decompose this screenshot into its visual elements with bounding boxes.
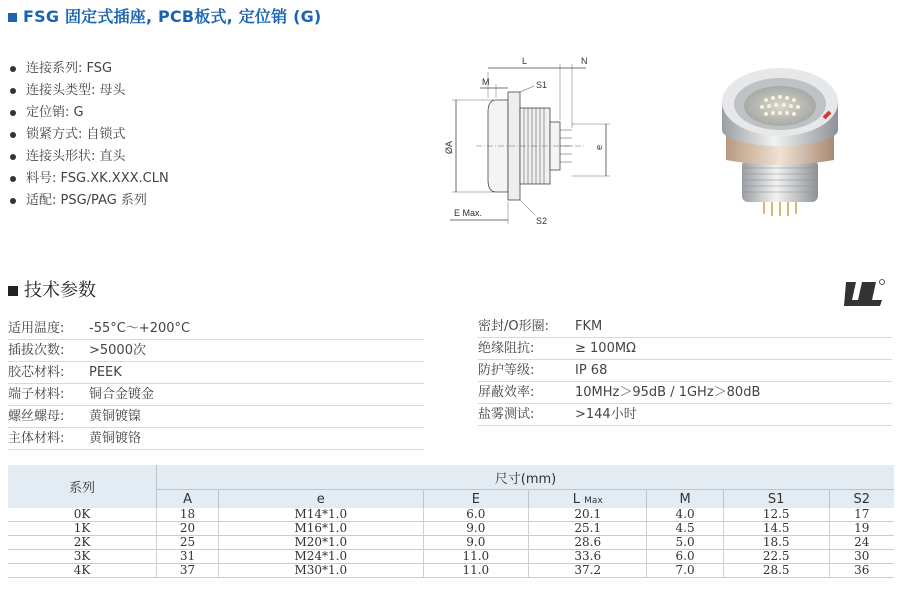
table-row xyxy=(8,536,894,550)
dimension-cell: M16*1.0 xyxy=(219,522,423,536)
feature-item xyxy=(10,80,169,102)
spec-value: ≥ 100MΩ xyxy=(575,341,636,356)
spec-value: 黄铜镀镍 xyxy=(89,409,142,424)
spec-row xyxy=(8,406,424,428)
dimension-cell: 11.0 xyxy=(423,564,529,578)
bullet-icon xyxy=(10,66,16,72)
feature-text: 锁紧方式: 自锁式 xyxy=(26,127,126,142)
dimension-cell: 22.5 xyxy=(723,550,829,564)
spec-row xyxy=(478,316,892,338)
dimension-cell: M20*1.0 xyxy=(219,536,423,550)
dimension-cell: 17 xyxy=(829,508,894,522)
spec-label: 插拔次数: xyxy=(8,343,65,358)
dimension-cell: M14*1.0 xyxy=(219,508,423,522)
spec-value: >5000次 xyxy=(89,343,146,358)
spec-label: 适用温度: xyxy=(8,321,65,336)
spec-value: PEEK xyxy=(89,365,122,380)
dimension-cell: 30 xyxy=(829,550,894,564)
dimension-cell: 18 xyxy=(157,508,219,522)
column-header: L Max xyxy=(529,490,647,509)
spec-row xyxy=(478,338,892,360)
dimension-cell: 25.1 xyxy=(529,522,647,536)
feature-item xyxy=(10,146,169,168)
column-header: M xyxy=(647,490,724,509)
spec-row xyxy=(8,340,424,362)
title-square-icon xyxy=(8,13,17,22)
dimension-cell: 19 xyxy=(829,522,894,536)
series-cell: 2K xyxy=(73,535,91,549)
dimension-cell: 37 xyxy=(157,564,219,578)
dimension-cell: 11.0 xyxy=(423,550,529,564)
bullet-icon xyxy=(10,110,16,116)
spec-row xyxy=(478,360,892,382)
feature-text: 定位销: G xyxy=(26,105,84,120)
dimension-cell: 9.0 xyxy=(423,522,529,536)
spec-row xyxy=(8,428,424,450)
bullet-icon xyxy=(10,154,16,160)
bullet-icon xyxy=(10,176,16,182)
column-header: E xyxy=(423,490,529,509)
bullet-icon xyxy=(10,88,16,94)
spec-value: >144小时 xyxy=(575,407,637,422)
spec-row xyxy=(8,384,424,406)
feature-text: 连接头形状: 直头 xyxy=(26,149,126,164)
dimension-cell: 7.0 xyxy=(647,564,724,578)
spec-value: -55°C～+200°C xyxy=(89,321,191,336)
feature-text: 连接系列: FSG xyxy=(26,61,113,76)
spec-label: 密封/O形圈: xyxy=(478,319,549,334)
label-S2: S2 xyxy=(536,216,548,226)
series-cell: 3K xyxy=(73,549,91,563)
spec-value: 10MHz＞95dB / 1GHz＞80dB xyxy=(575,385,761,400)
label-e: e xyxy=(594,144,604,150)
spec-value: 铜合金镀金 xyxy=(89,387,155,402)
feature-text: 料号: FSG.XK.XXX.CLN xyxy=(26,171,169,186)
series-cell: 0K xyxy=(73,507,91,521)
dimension-cell: 4.5 xyxy=(647,522,724,536)
feature-item xyxy=(10,168,169,190)
table-row xyxy=(8,550,894,564)
dimension-cell: 37.2 xyxy=(529,564,647,578)
connector-photo xyxy=(700,60,860,220)
table-row xyxy=(8,522,894,536)
column-header: S2 xyxy=(829,490,894,509)
dimension-cell: 12.5 xyxy=(723,508,829,522)
spec-label: 盐雾测试: xyxy=(478,407,535,422)
spec-label: 屏蔽效率: xyxy=(478,385,535,400)
spec-row xyxy=(478,382,892,404)
feature-item xyxy=(10,58,169,80)
dimension-cell: M24*1.0 xyxy=(219,550,423,564)
section-square-icon xyxy=(8,286,18,296)
column-header: A xyxy=(157,490,219,509)
dimension-cell: M30*1.0 xyxy=(219,564,423,578)
bullet-icon xyxy=(10,198,16,204)
spec-label: 端子材料: xyxy=(8,387,65,402)
dimension-cell: 14.5 xyxy=(723,522,829,536)
feature-text: 连接头类型: 母头 xyxy=(26,83,126,98)
dimension-cell: 18.5 xyxy=(723,536,829,550)
table-row xyxy=(8,564,894,578)
spec-list-left xyxy=(8,318,424,450)
spec-value: 黄铜镀铬 xyxy=(89,431,142,446)
dimension-cell: 28.6 xyxy=(529,536,647,550)
feature-text: 适配: PSG/PAG 系列 xyxy=(26,193,147,208)
section-title: 技术参数 xyxy=(8,276,96,302)
column-header: S1 xyxy=(723,490,829,509)
dimension-cell: 5.0 xyxy=(647,536,724,550)
spec-label: 胶芯材料: xyxy=(8,365,65,380)
dimension-cell: 6.0 xyxy=(647,550,724,564)
max-subscript: Max xyxy=(584,495,603,506)
spec-row xyxy=(8,318,424,340)
dimension-cell: 9.0 xyxy=(423,536,529,550)
spec-label: 螺丝螺母: xyxy=(8,409,65,424)
page-title xyxy=(8,4,321,27)
series-cell: 1K xyxy=(73,521,91,535)
label-E: E Max. xyxy=(454,208,483,218)
spec-row xyxy=(8,362,424,384)
column-header: e xyxy=(219,490,423,509)
label-A: ØA xyxy=(444,140,454,154)
label-L: L xyxy=(522,56,528,66)
dimension-cell: 36 xyxy=(829,564,894,578)
label-N: N xyxy=(581,56,588,66)
bullet-icon xyxy=(10,132,16,138)
spec-list-right xyxy=(478,316,892,426)
dimension-cell: 25 xyxy=(157,536,219,550)
spec-value: IP 68 xyxy=(575,363,608,378)
label-S1: S1 xyxy=(536,80,548,90)
dimension-cell: 6.0 xyxy=(423,508,529,522)
spec-value: FKM xyxy=(575,319,603,334)
dimension-cell: 28.5 xyxy=(723,564,829,578)
title-text: FSG 固定式插座, PCB板式, 定位销 (G) xyxy=(23,7,322,26)
dimension-table xyxy=(8,465,894,578)
series-header: 系列 xyxy=(68,481,95,496)
dimension-cell: 20 xyxy=(157,522,219,536)
ul-certification-icon xyxy=(842,276,886,308)
dimension-cell: 20.1 xyxy=(529,508,647,522)
spec-label: 防护等级: xyxy=(478,363,535,378)
series-cell: 4K xyxy=(73,563,91,577)
spec-label: 绝缘阻抗: xyxy=(478,341,535,356)
spec-row xyxy=(478,404,892,426)
feature-item xyxy=(10,102,169,124)
dimension-cell: 4.0 xyxy=(647,508,724,522)
dimension-cell: 24 xyxy=(829,536,894,550)
dimension-drawing xyxy=(436,52,626,232)
label-M: M xyxy=(482,77,490,87)
dimension-cell: 33.6 xyxy=(529,550,647,564)
feature-list xyxy=(10,58,169,212)
dimension-header: 尺寸(mm) xyxy=(157,465,895,490)
spec-label: 主体材料: xyxy=(8,431,65,446)
dimension-cell: 31 xyxy=(157,550,219,564)
table-row xyxy=(8,508,894,522)
feature-item xyxy=(10,124,169,146)
feature-item xyxy=(10,190,169,212)
